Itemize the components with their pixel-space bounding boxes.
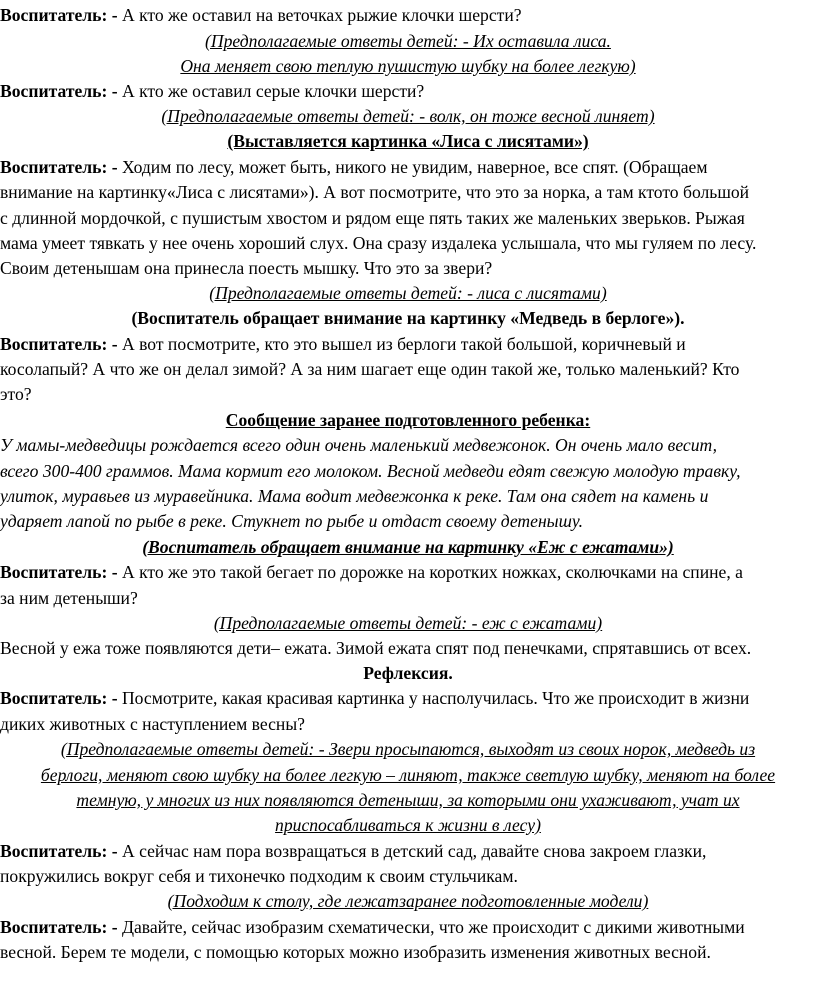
- speech-text: А вот посмотрите, кто это вышел из берлоги такой большой, коричневый и: [121, 334, 686, 354]
- remark-line: приспосабливаться к жизни в лесу): [275, 815, 541, 835]
- text-line: весной. Берем те модели, с помощью которых можно изобразить изменения животных весной.: [0, 942, 711, 962]
- text-line: внимание на картинку«Лиса с лисятами»). А вот посмотрите, что это за норка, а там ктото большой: [0, 182, 750, 202]
- speaker-label: Воспитатель: -: [0, 688, 118, 708]
- story-line: всего 300-400 граммов. Мама кормит его молоком. Весной медведи едят свежую молодую травку,: [0, 461, 741, 481]
- story-line: У мамы-медведицы рождается всего один очень маленький медвежонок. Он очень мало весит,: [0, 435, 718, 455]
- remark-line: (Предполагаемые ответы детей: - еж с ежатами): [213, 613, 603, 633]
- text-line: это?: [0, 384, 32, 404]
- text-line: покружились вокруг себя и тихонечко подходим к своим стульчикам.: [0, 866, 518, 886]
- text-line: Своим детенышам она принесла поесть мышку. Что это за звери?: [0, 258, 493, 278]
- speech-line: [0, 560, 816, 584]
- speaker-label: Воспитатель: -: [0, 81, 118, 101]
- speech-line: [0, 155, 816, 179]
- remark-line: берлоги, меняют свою шубку на более легкую – линяют, также светлую шубку, меняют на более: [40, 765, 776, 785]
- remark-line: Сообщение заранее подготовленного ребенка:: [225, 410, 591, 430]
- story-line: ударяет лапой по рыбе в реке. Стукнет по рыбе и отдаст своему детенышу.: [0, 511, 583, 531]
- speaker-label: Воспитатель: -: [0, 841, 118, 861]
- text-line: Весной у ежа тоже появляются дети– ежата. Зимой ежата спят под пенечками, спрятавшись от всех.: [0, 638, 752, 658]
- remark-line: (Предполагаемые ответы детей: - Звери просыпаются, выходят из своих норок, медведь из: [60, 739, 756, 759]
- speaker-label: Воспитатель: -: [0, 334, 118, 354]
- remark-line: (Выставляется картинка «Лиса с лисятами»): [227, 131, 589, 151]
- speaker-label: Воспитатель: -: [0, 157, 118, 177]
- remark-line: (Подходим к столу, где лежатзаранее подготовленные модели): [167, 891, 649, 911]
- speech-text: А сейчас нам пора возвращаться в детский сад, давайте снова закроем глазки,: [121, 841, 707, 861]
- text-line: за ним детеныши?: [0, 588, 138, 608]
- remark-line: (Предполагаемые ответы детей: - Их оставила лиса.: [205, 31, 611, 51]
- speech-line: [0, 839, 816, 863]
- text-line: с длинной мордочкой, с пушистым хвостом и рядом еще пять таких же маленьких зверьков. Рыжая: [0, 208, 745, 228]
- speech-line: [0, 3, 816, 27]
- speech-line: [0, 332, 816, 356]
- speech-line: [0, 915, 816, 939]
- speech-text: Ходим по лесу, может быть, никого не увидим, наверное, все спят. (Обращаем: [121, 157, 708, 177]
- speech-text: А кто же оставил на веточках рыжие клочки шерсти?: [121, 5, 522, 25]
- story-line: улиток, муравьев из муравейника. Мама водит медвежонка к реке. Там она сядет на камень и: [0, 486, 709, 506]
- text-line: диких животных с наступлением весны?: [0, 714, 305, 734]
- remark-line: (Предполагаемые ответы детей: - лиса с лисятами): [209, 283, 607, 303]
- text-line: косолапый? А что же он делал зимой? А за ним шагает еще один такой же, только маленький? Кто: [0, 359, 740, 379]
- remark-line: (Воспитатель обращает внимание на картинку «Еж с ежатами»): [142, 537, 674, 557]
- speech-text: Посмотрите, какая красивая картинка у насполучилась. Что же происходит в жизни: [121, 688, 750, 708]
- speaker-label: Воспитатель: -: [0, 562, 118, 582]
- speech-text: А кто же оставил серые клочки шерсти?: [121, 81, 425, 101]
- speech-text: Давайте, сейчас изобразим схематически, что же происходит с дикими животными: [121, 917, 745, 937]
- remark-line: (Предполагаемые ответы детей: - волк, он тоже весной линяет): [161, 106, 655, 126]
- remark-line: (Воспитатель обращает внимание на картинку «Медведь в берлоге»).: [131, 308, 685, 328]
- remark-line: Она меняет свою теплую пушистую шубку на более легкую): [180, 56, 636, 76]
- text-line: мама умеет тявкать у нее очень хороший слух. Она сразу издалека услышала, что мы гуляем по лесу.: [0, 233, 757, 253]
- speech-line: [0, 686, 816, 710]
- remark-line: темную, у многих из них появляются детеныши, за которыми они ухаживают, учат их: [76, 790, 740, 810]
- speaker-label: Воспитатель: -: [0, 5, 118, 25]
- speech-text: А кто же это такой бегает по дорожке на коротких ножках, сколючками на спине, а: [121, 562, 743, 582]
- remark-line: Рефлексия.: [363, 663, 453, 683]
- speech-line: [0, 79, 816, 103]
- speaker-label: Воспитатель: -: [0, 917, 118, 937]
